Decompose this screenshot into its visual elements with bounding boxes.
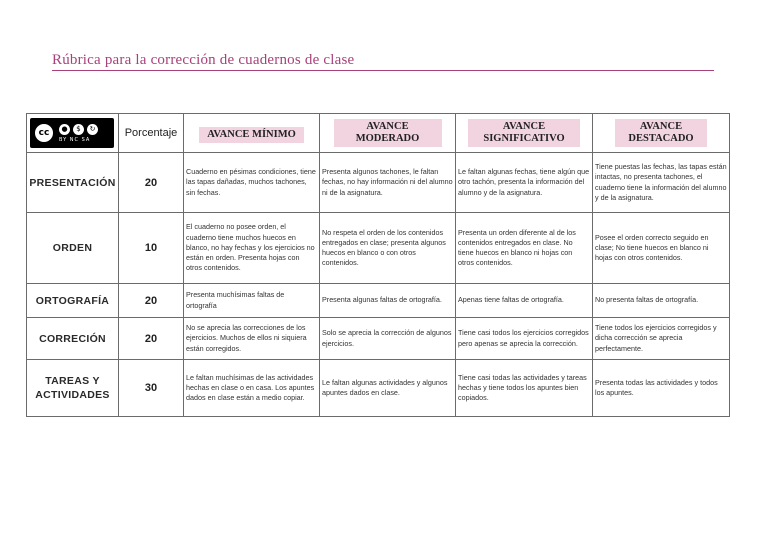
rubric-table: [26, 113, 730, 417]
level-cell: No presenta faltas de ortografía.: [593, 284, 730, 318]
license-cell: [27, 114, 119, 153]
level-cell: Presenta un orden diferente al de los contenidos entregados en clase. No tiene huecos en blanco ni hojas con otros contenidos.: [456, 213, 593, 284]
criterion-label: ORTOGRAFÍA: [27, 284, 119, 318]
level-header-moderado: AVANCE MODERADO: [320, 114, 456, 153]
level-cell: Solo se aprecia la corrección de algunos ejercicios.: [320, 318, 456, 360]
percent-value: 10: [119, 213, 184, 284]
level-cell: Presenta muchísimas faltas de ortografía: [184, 284, 320, 318]
percent-header: Porcentaje: [119, 114, 184, 153]
rubric-row-presentacion: [27, 153, 730, 213]
criterion-label: PRESENTACIÓN: [27, 153, 119, 213]
level-header-significativo: AVANCE SIGNIFICATIVO: [456, 114, 593, 153]
criterion-label: TAREAS Y ACTIVIDADES: [27, 360, 119, 417]
level-header-minimo: AVANCE MÍNIMO: [184, 114, 320, 153]
header-row: [27, 114, 730, 153]
level-cell: Le faltan algunas actividades y algunos apuntes dados en clase.: [320, 360, 456, 417]
level-cell: El cuaderno no posee orden, el cuaderno tiene muchos huecos en blanco, no hay fechas y los ejercicios no están en orden. Presenta hojas con otros contenidos.: [184, 213, 320, 284]
page-title: Rúbrica para la corrección de cuadernos de clase: [52, 52, 714, 71]
level-cell: No respeta el orden de los contenidos entregados en clase; presenta algunos huecos en blanco o con otros contenidos.: [320, 213, 456, 284]
level-cell: Tiene todos los ejercicios corregidos y dicha corrección se aprecia perfectamente.: [593, 318, 730, 360]
level-cell: Apenas tiene faltas de ortografía.: [456, 284, 593, 318]
level-header-destacado: AVANCE DESTACADO: [593, 114, 730, 153]
percent-value: 20: [119, 153, 184, 213]
rubric-row-orden: [27, 213, 730, 284]
percent-value: 20: [119, 318, 184, 360]
level-cell: No se aprecia las correcciones de los ejercicios. Muchos de ellos ni siquiera están corregidos.: [184, 318, 320, 360]
level-cell: Tiene casi todas las actividades y tareas hechas y tiene todos los apuntes bien copiados.: [456, 360, 593, 417]
criterion-label: CORRECIÓN: [27, 318, 119, 360]
level-cell: Le faltan algunas fechas, tiene algún que otro tachón, presenta la información del alumno y de la asignatura.: [456, 153, 593, 213]
criterion-label: ORDEN: [27, 213, 119, 284]
level-cell: Cuaderno en pésimas condiciones, tiene las tapas dañadas, muchos tachones, sin fechas.: [184, 153, 320, 213]
level-cell: Presenta todas las actividades y todos los apuntes.: [593, 360, 730, 417]
cc-by-nc-sa-icon: cc ● $ ↻ BY NC SA: [30, 118, 114, 148]
level-cell: Posee el orden correcto seguido en clase; No tiene huecos en blanco ni hojas con otros contenidos.: [593, 213, 730, 284]
level-cell: Le faltan muchísimas de las actividades hechas en clase o en casa. Los apuntes dados en clase están a medio copiar.: [184, 360, 320, 417]
percent-value: 30: [119, 360, 184, 417]
level-cell: Tiene puestas las fechas, las tapas están intactas, no presenta tachones, el cuaderno tiene la información del alumno y de la asignatura.: [593, 153, 730, 213]
rubric-row-tareas: [27, 360, 730, 417]
level-cell: Presenta algunos tachones, le faltan fechas, no hay información ni del alumno ni de la asignatura.: [320, 153, 456, 213]
rubric-row-ortografia: [27, 284, 730, 318]
level-cell: Tiene casi todos los ejercicios corregidos pero apenas se aprecia la corrección.: [456, 318, 593, 360]
level-cell: Presenta algunas faltas de ortografía.: [320, 284, 456, 318]
rubric-row-correcion: [27, 318, 730, 360]
percent-value: 20: [119, 284, 184, 318]
